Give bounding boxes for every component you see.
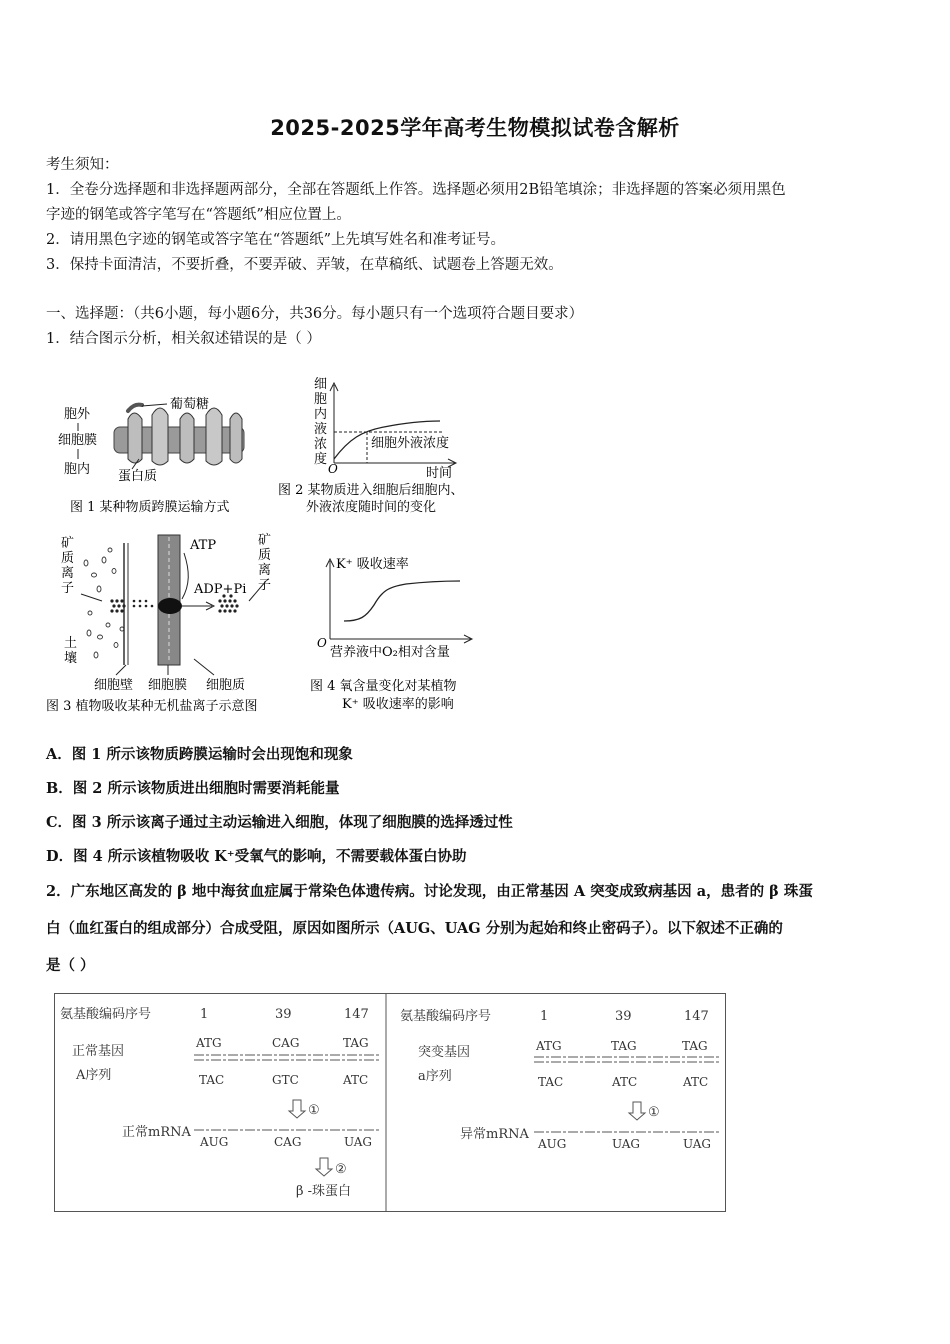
option-c[interactable]: C．图 3 所示该离子通过主动运输进入细胞，体现了细胞膜的选择透过性 [46,814,513,831]
fig1-membrane-diagram [58,396,244,515]
fig2-ylabel: 细 胞 内 液 浓 度 [314,377,328,467]
right-mrna-codon-3: UAG [683,1137,711,1151]
fig4-caption-1: 图 4 氧含量变化对某植物 [310,679,457,694]
fig1-caption: 图 1 某种物质跨膜运输方式 [70,500,230,515]
left-gene-label-1: 正常基因 [72,1044,125,1059]
right-top-codon-2: TAG [611,1039,637,1053]
question-2-stem-line-3: 是（ ） [46,957,95,974]
fig4-origin: O [317,636,327,650]
fig1-protein-label: 蛋白质 [118,469,158,484]
fig2-origin: O [328,462,338,476]
right-gene-label-1: 突变基因 [418,1045,471,1060]
fig3-ions-right-label: 矿 质 离 子 [258,533,272,593]
left-mrna-codon-3: UAG [344,1135,372,1149]
right-top-codon-3: TAG [682,1039,708,1053]
fig3-ions-left-label: 矿 质 离 子 [61,536,75,596]
left-top-codon-3: TAG [343,1036,369,1050]
fig4-caption-2: K⁺ 吸收速率的影响 [342,697,454,712]
option-b[interactable]: B．图 2 所示该物质进出细胞时需要消耗能量 [46,780,340,797]
notice-item-1b: 字迹的钢笔或答字笔写在“答题纸”相应位置上。 [46,207,351,223]
fig2-caption-1: 图 2 某物质进入细胞后细胞内、 [278,483,464,498]
fig1-membrane-label: 细胞膜 [58,433,98,448]
notice-item-3: 3．保持卡面清洁，不要折叠，不要弄破、弄皱，在草稿纸、试题卷上答题无效。 [46,257,563,273]
right-bottom-codon-2: ATC [612,1075,638,1089]
question-1-stem: 1．结合图示分析，相关叙述错误的是（ ） [46,331,321,347]
notice-item-1a: 1．全卷分选择题和非选择题两部分，全部在答题纸上作答。选择题必须用2B铅笔填涂；非选择题的答案必须用黑色 [46,182,786,198]
right-mrna-codon-1: AUG [538,1137,567,1151]
right-mrna-codon-2: UAG [612,1137,640,1151]
fig4-potassium-graph [310,556,472,712]
right-gene-label-2: a序列 [418,1069,452,1084]
fig3-atp-label: ATP [190,538,217,553]
question-2-stem-line-2: 白（血红蛋白的组成部分）合成受阻，原因如图所示（AUG、UAG 分别为起始和终止密码子）。以下叙述不正确的 [46,920,783,937]
right-number-2: 39 [615,1009,632,1024]
fig4-ylabel: K⁺ 吸收速率 [336,557,409,572]
left-step-2: ② [335,1162,347,1177]
fig2-concentration-graph [278,377,464,515]
left-bottom-codon-2: GTC [272,1073,299,1087]
right-number-1: 1 [540,1009,549,1024]
option-d[interactable]: D．图 4 所示该植物吸收 K⁺受氧气的影响，不需要载体蛋白协助 [46,848,467,865]
right-header: 氨基酸编码序号 [400,1009,492,1024]
fig3-adp-label: ADP+Pi [194,582,247,597]
left-number-3: 147 [344,1007,369,1022]
left-mrna-codon-1: AUG [200,1135,229,1149]
option-a[interactable]: A．图 1 所示该物质跨膜运输时会出现饱和现象 [46,746,353,763]
notice-item-2: 2．请用黑色字迹的钢笔或答字笔在“答题纸”上先填写姓名和准考证号。 [46,232,506,248]
fig3-soil-label: 土 壤 [64,636,78,666]
notice-heading: 考生须知： [46,157,119,173]
left-top-codon-2: CAG [272,1036,300,1050]
fig4-xlabel: 营养液中O₂相对含量 [330,645,450,660]
fig3-ion-uptake-diagram [46,533,275,714]
right-step-1: ① [648,1105,660,1120]
left-number-2: 39 [275,1007,292,1022]
fig3-caption: 图 3 植物吸收某种无机盐离子示意图 [46,699,258,714]
left-bottom-codon-3: ATC [343,1073,369,1087]
right-top-codon-1: ATG [536,1039,562,1053]
fig3-membrane-label: 细胞膜 [148,678,188,693]
left-bottom-codon-1: TAC [199,1073,225,1087]
question-1-figure [44,375,494,720]
question-2-figure [54,993,728,1214]
left-top-codon-1: ATG [196,1036,222,1050]
fig2-caption-2: 外液浓度随时间的变化 [306,500,437,515]
fig3-wall-label: 细胞壁 [94,678,134,693]
section-heading: 一、选择题：（共6小题，每小题6分，共36分。每小题只有一个选项符合题目要求） [46,306,584,322]
left-gene-label-2: A序列 [76,1068,112,1083]
fig1-inside-label: 胞内 [64,462,91,477]
right-number-3: 147 [684,1009,709,1024]
fig2-curve-label: 细胞外液浓度 [371,436,450,451]
right-bottom-codon-1: TAC [538,1075,564,1089]
fig1-glucose-label: 葡萄糖 [170,397,210,412]
left-mrna-label: 正常mRNA [122,1125,191,1140]
fig1-outside-label: 胞外 [64,407,91,422]
page-title: 2025-2025学年高考生物模拟试卷含解析 [270,116,680,140]
left-header: 氨基酸编码序号 [60,1007,152,1022]
right-mrna-label: 异常mRNA [460,1127,529,1142]
left-mrna-codon-2: CAG [274,1135,302,1149]
left-step-1: ① [308,1103,320,1118]
fig3-cytoplasm-label: 细胞质 [206,678,246,693]
left-product: β -珠蛋白 [296,1184,352,1199]
right-bottom-codon-3: ATC [683,1075,709,1089]
question-2-stem-line-1: 2．广东地区高发的 β 地中海贫血症属于常染色体遗传病。讨论发现，由正常基因 A 突变成致病基因 a，患者的 β 珠蛋 [46,883,813,900]
left-number-1: 1 [200,1007,209,1022]
fig2-xlabel: 时间 [426,466,453,481]
